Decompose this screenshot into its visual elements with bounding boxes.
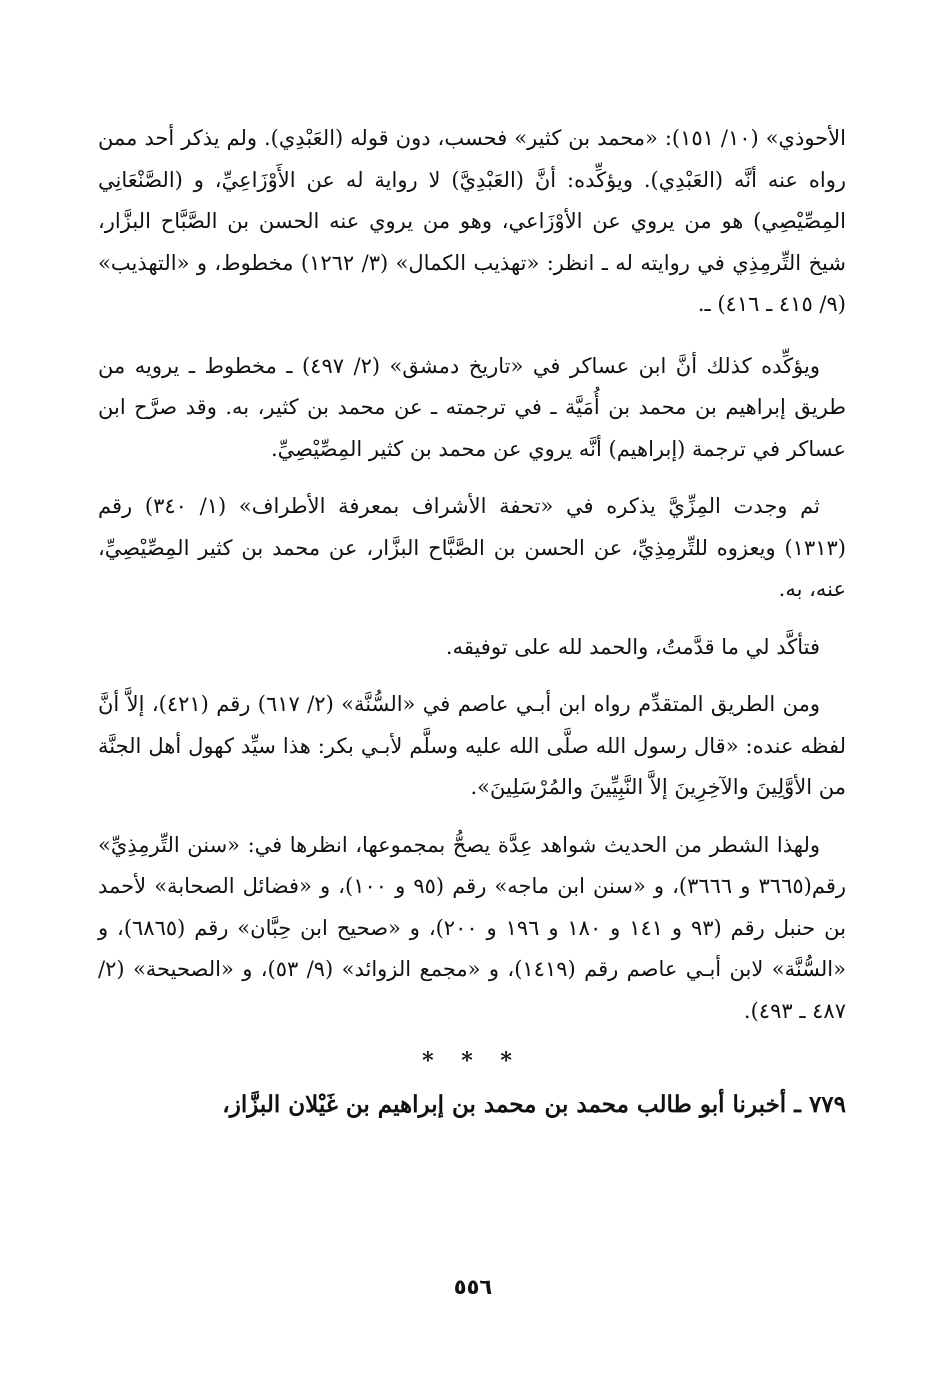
page-body <box>98 118 846 1126</box>
footnote-paragraph-6: ولهذا الشطر من الحديث شواهد عِدَّة يصحُّ بمجموعها، انظرها في: «سنن التِّرمِذِيِّ» رقم(٣٦٦٥ و ٣٦٦٦)، و «سنن ابن ماجه» رقم (٩٥ و ١٠٠)، و «فضائل الصحابة» لأحمد بن حنبل رقم (٩٣ و ١٤١ و ١٨٠ و ١٩٦ و ٢٠٠)، و «صحيح ابن حِبَّان» رقم (٦٨٦٥)، و «السُّنَّة» لابن أبـي عاصم رقم (١٤١٩)، و «مجمع الزوائد» (٩/ ٥٣)، و «الصحيحة» (٢/ ٤٨٧ ـ ٤٩٣). <box>98 832 847 1023</box>
section-separator: * * * <box>422 1048 522 1074</box>
page-number: ٥٥٦ <box>453 1275 493 1299</box>
footnote-paragraph-4: فتأكَّد لي ما قدَّمتُ، والحمد لله على توفيقه. <box>445 634 820 659</box>
hadith-heading: ٧٧٩ ـ أخبرنا أبو طالب محمد بن محمد بن إبراهيم بن غَيْلان البزَّاز، <box>222 1091 846 1118</box>
footnote-paragraph-5: ومن الطريق المتقدِّم رواه ابن أبـي عاصم في «السُّنَّة» (٢/ ٦١٧) رقم (٤٢١)، إلاَّ أنَّ لفظه عنده: «قال رسول الله صلَّى الله عليه وسلَّم لأبـي بكر: هذا سيِّد كهول أهل الجنَّة من الأوَّلِينَ والآخِرِينَ إلاَّ النَّبِيِّينَ والمُرْسَلِينَ». <box>98 692 846 799</box>
footnote-paragraph-1: الأحوذي» (١٠/ ١٥١): «محمد بن كثير» فحسب، دون قوله (العَبْدِي). ولم يذكر أحد ممن رواه عنه أنَّه (العَبْدِي). ويؤكِّده: أنَّ (العَبْدِيَّ) لا رواية له عن الأَوْزَاعِيِّ، و (الصَّنْعَانِي المِصِّيْصِي) هو من يروي عن الأوْزَاعي، وهو من يروي عنه الحسن بن الصَّبَّاح البزَّار، شيخ التِّرمِذِي في روايته له ـ انظر: «تهذيب الكمال» (٣/ ١٢٦٢) مخطوط، و «التهذيب» (٩/ ٤١٥ ـ ٤١٦) ـ. <box>98 126 846 316</box>
footnote-paragraph-2: ويؤكِّده كذلك أنَّ ابن عساكر في «تاريخ دمشق» (٢/ ٤٩٧) ـ مخطوط ـ يرويه من طريق إبراهيم بن محمد بن أُمَيَّة ـ في ترجمته ـ عن محمد بن كثير، به. وقد صرَّح ابن عساكر في ترجمة (إبراهيم) أنَّه يروي عن محمد بن كثير المِصِّيْصِيِّ. <box>98 353 846 461</box>
footnote-paragraph-3: ثم وجدت المِزِّيَّ يذكره في «تحفة الأشراف بمعرفة الأطراف» (١/ ٣٤٠) رقم (١٣١٣) ويعزوه للتِّرمِذِيِّ، عن الحسن بن الصَّبَّاح البزَّار، عن محمد بن كثير المِصِّيْصِيِّ، عنه، به. <box>98 494 846 601</box>
